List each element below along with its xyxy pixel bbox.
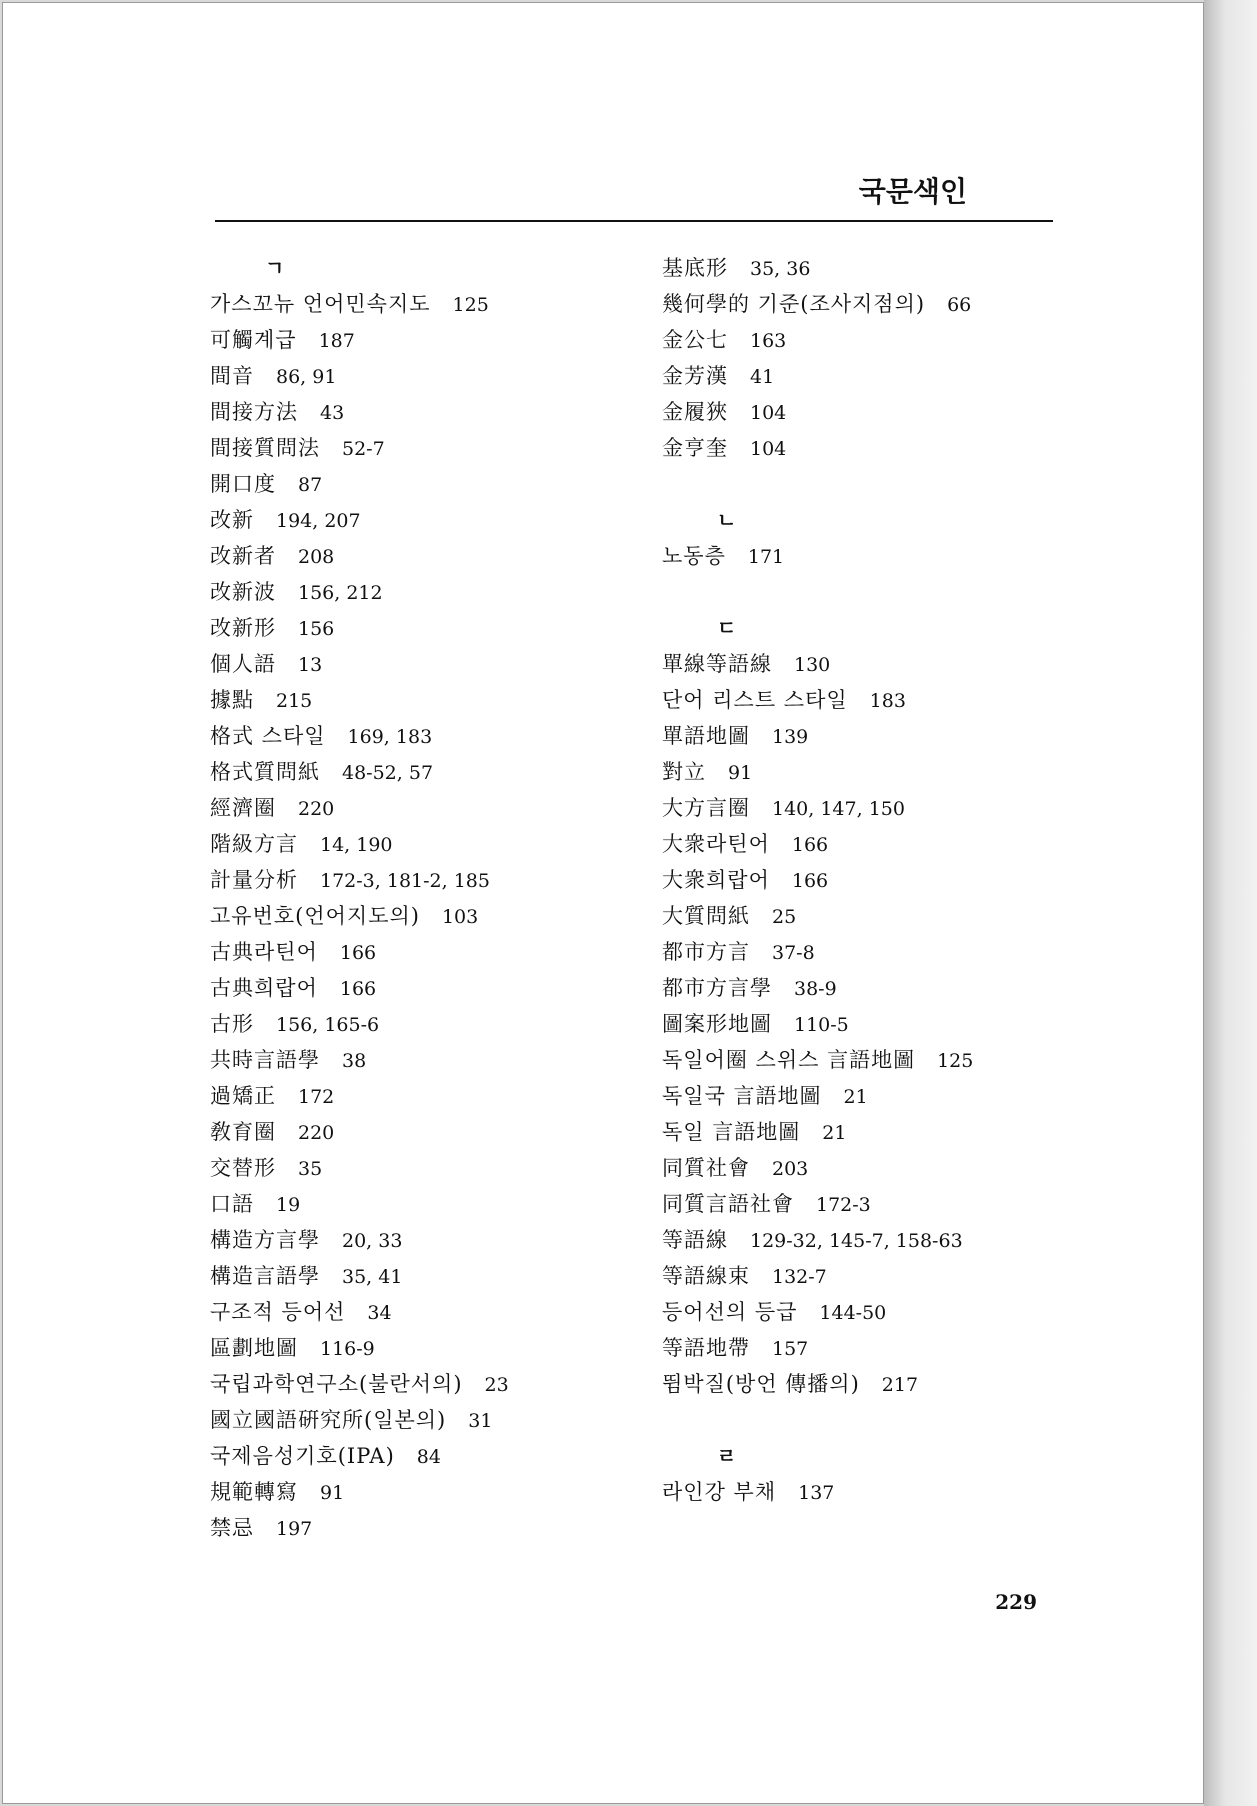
index-term: 단어 리스트 스타일 [662,688,848,712]
index-entry [662,250,1102,286]
index-entry [662,682,1102,718]
index-page-refs: 169, 183 [347,726,433,748]
index-entry [662,718,1102,754]
index-entry [662,1366,1102,1402]
index-page-refs: 157 [772,1338,809,1360]
index-entry [662,898,1102,934]
index-page-refs: 38-9 [794,978,837,1000]
index-page-refs: 220 [298,798,335,820]
index-page-refs: 156, 212 [298,582,383,604]
index-term: 독일어圈 스위스 言語地圖 [662,1048,916,1072]
index-term: 格式質問紙 [210,760,320,784]
index-entry [210,1330,630,1366]
index-term: 口語 [210,1192,254,1216]
index-term: 국제음성기호(IPA) [210,1444,395,1468]
index-page-refs: 172-3 [816,1194,871,1216]
section-heading: ㄴ [717,508,737,532]
index-term: 共時言語學 [210,1048,320,1072]
index-term: 個人語 [210,652,276,676]
index-entry [210,322,630,358]
section-gap [662,1402,1102,1438]
index-page-refs: 156, 165-6 [276,1014,380,1036]
index-entry [210,1474,630,1510]
index-term: 間接質問法 [210,436,320,460]
index-term: 大衆라틴어 [662,832,770,856]
index-entry [662,1042,1102,1078]
index-term: 單語地圖 [662,724,750,748]
index-page-refs: 166 [339,942,377,964]
index-term: 等語地帶 [662,1336,750,1360]
index-page-refs: 215 [276,690,313,712]
index-entry [210,826,630,862]
index-entry [210,1042,630,1078]
index-page-refs: 166 [791,834,829,856]
index-page-refs: 86, 91 [276,366,337,388]
page-number: 229 [995,1590,1037,1614]
index-page-refs: 140, 147, 150 [772,798,905,820]
index-page-refs: 37-8 [772,942,815,964]
index-entry [662,1474,1102,1510]
index-entry [210,1078,630,1114]
index-page-refs: 31 [468,1410,493,1432]
index-entry [662,790,1102,826]
index-entry [210,862,630,898]
index-page-refs: 34 [367,1302,392,1324]
section-heading: ㄱ [265,256,285,280]
index-page-refs: 35 [298,1158,323,1180]
index-page-refs: 20, 33 [342,1230,403,1252]
index-entry [662,538,1102,574]
index-term: 階級方言 [210,832,298,856]
index-term: 等語線 [662,1228,728,1252]
index-page-refs: 25 [772,906,797,928]
index-page-refs: 35, 36 [750,258,811,280]
index-term: 構造方言學 [210,1228,320,1252]
index-page-refs: 172-3, 181-2, 185 [320,870,490,892]
index-entry [210,718,630,754]
index-term: 改新波 [210,580,276,604]
section-heading: ㄹ [717,1444,737,1468]
index-entry [662,646,1102,682]
index-entry [662,934,1102,970]
index-entry [210,610,630,646]
index-column-right [662,250,1102,1510]
index-entry [210,430,630,466]
index-term: 金亨奎 [662,436,728,460]
index-entry [210,1510,630,1546]
index-term: 規範轉寫 [210,1480,298,1504]
index-page-refs: 21 [822,1122,847,1144]
index-page-refs: 48-52, 57 [342,762,434,784]
index-entry [210,1150,630,1186]
index-entry [662,1114,1102,1150]
index-term: 圖案形地圖 [662,1012,772,1036]
index-term: 改新形 [210,616,276,640]
index-entry [662,394,1102,430]
index-entry [662,1258,1102,1294]
index-page-refs: 217 [881,1374,919,1396]
index-term: 構造言語學 [210,1264,320,1288]
section-gap [662,574,1102,610]
index-page-refs: 41 [750,366,775,388]
index-page-refs: 187 [318,330,355,352]
index-term: 間音 [210,364,254,388]
index-term: 同質言語社會 [662,1192,794,1216]
index-entry [662,826,1102,862]
index-page-refs: 91 [320,1482,345,1504]
viewer-margin [1204,0,1257,1806]
index-term: 對立 [662,760,706,784]
index-page-refs: 52-7 [342,438,385,460]
index-entry [662,1294,1102,1330]
index-entry [662,1330,1102,1366]
index-page-refs: 166 [339,978,377,1000]
index-entry [210,286,630,322]
index-term: 가스꼬뉴 언어민속지도 [210,292,431,316]
index-entry [662,322,1102,358]
index-term: 幾何學的 기준(조사지점의) [662,292,926,316]
index-term: 區劃地圖 [210,1336,298,1360]
index-entry [210,1438,630,1474]
section-gap [662,466,1102,502]
index-page-refs: 87 [298,474,323,496]
index-entry [210,754,630,790]
index-term: 노동층 [662,544,726,568]
index-entry [662,1078,1102,1114]
index-term: 都市方言學 [662,976,772,1000]
index-entry [210,394,630,430]
index-entry [210,1222,630,1258]
index-entry [210,1186,630,1222]
index-page-refs: 19 [276,1194,301,1216]
index-entry [210,790,630,826]
index-term: 大衆희랍어 [662,868,770,892]
index-entry [210,502,630,538]
index-entry [662,1222,1102,1258]
index-term: 等語線束 [662,1264,750,1288]
index-term: 독일 言語地圖 [662,1120,801,1144]
index-term: 등어선의 등급 [662,1300,798,1324]
index-term: 라인강 부채 [662,1480,777,1504]
index-entry [662,358,1102,394]
index-page-refs: 43 [320,402,345,424]
index-term: 同質社會 [662,1156,750,1180]
index-term: 改新者 [210,544,276,568]
header-rule [215,220,1053,222]
index-entry [210,1402,630,1438]
index-entry [210,682,630,718]
index-page-refs: 171 [747,546,785,568]
index-page-refs: 166 [791,870,829,892]
index-page-refs: 137 [798,1482,835,1504]
index-term: 金芳漢 [662,364,728,388]
index-term: 古典희랍어 [210,976,318,1000]
index-entry [210,1114,630,1150]
index-entry [662,430,1102,466]
index-term: 經濟圈 [210,796,276,820]
index-term: 過矯正 [210,1084,276,1108]
index-page-refs: 110-5 [794,1014,849,1036]
index-entry [210,1294,630,1330]
index-page-refs: 38 [342,1050,367,1072]
index-page-refs: 104 [750,438,787,460]
index-entry [210,1258,630,1294]
index-term: 古典라틴어 [210,940,318,964]
index-entry [210,538,630,574]
index-term: 고유번호(언어지도의) [210,904,420,928]
index-page-refs: 84 [416,1446,441,1468]
index-page-refs: 103 [441,906,479,928]
index-term: 都市方言 [662,940,750,964]
index-page-refs: 125 [937,1050,974,1072]
index-entry [662,862,1102,898]
index-page-refs: 220 [298,1122,335,1144]
index-page-refs: 66 [947,294,972,316]
index-page-refs: 21 [843,1086,868,1108]
index-entry [210,898,630,934]
index-page-refs: 139 [772,726,809,748]
index-entry [662,1186,1102,1222]
index-page-refs: 91 [728,762,753,784]
index-term: 格式 스타일 [210,724,326,748]
index-term: 間接方法 [210,400,298,424]
index-entry [210,970,630,1006]
index-page-refs: 172 [298,1086,335,1108]
index-term: 敎育圈 [210,1120,276,1144]
index-column-left [210,250,630,1546]
index-entry [210,1006,630,1042]
index-page-refs: 104 [750,402,787,424]
index-entry [662,754,1102,790]
index-page-refs: 125 [452,294,489,316]
index-entry [662,1006,1102,1042]
index-term: 金履狹 [662,400,728,424]
index-term: 計量分析 [210,868,298,892]
index-entry [662,970,1102,1006]
index-page-refs: 183 [869,690,906,712]
index-page-refs: 132-7 [772,1266,827,1288]
index-term: 單線等語線 [662,652,772,676]
index-term: 可觸계급 [210,328,297,352]
index-entry [210,358,630,394]
index-page-refs: 23 [484,1374,509,1396]
index-page-refs: 130 [794,654,831,676]
index-term: 國立國語硏究所(일본의) [210,1408,447,1432]
index-entry [210,934,630,970]
index-term: 독일국 言語地圖 [662,1084,822,1108]
index-page-refs: 116-9 [320,1338,375,1360]
index-term: 基底形 [662,256,728,280]
index-page-refs: 129-32, 145-7, 158-63 [750,1230,963,1252]
index-page-refs: 13 [298,654,323,676]
index-page-refs: 197 [276,1518,313,1540]
index-entry [210,574,630,610]
index-term: 交替形 [210,1156,276,1180]
index-page-refs: 203 [772,1158,809,1180]
index-term: 大質問紙 [662,904,750,928]
index-page-refs: 163 [750,330,787,352]
index-entry [210,1366,630,1402]
index-entry [662,286,1102,322]
index-term: 뜀박질(방언 傳播의) [662,1372,860,1396]
index-term: 據點 [210,688,254,712]
index-page-refs: 144-50 [819,1302,887,1324]
index-title: 국문색인 [858,175,967,208]
index-term: 開口度 [210,472,276,496]
index-entry [662,1150,1102,1186]
index-entry [210,646,630,682]
index-page-refs: 35, 41 [342,1266,403,1288]
index-term: 金公七 [662,328,728,352]
index-term: 구조적 등어선 [210,1300,346,1324]
index-term: 古形 [210,1012,254,1036]
index-term: 改新 [210,508,254,532]
index-entry [210,466,630,502]
index-page-refs: 14, 190 [320,834,393,856]
index-page-refs: 208 [298,546,335,568]
index-page-refs: 194, 207 [276,510,361,532]
index-term: 국립과학연구소(불란서의) [210,1372,463,1396]
section-heading: ㄷ [717,616,737,640]
index-term: 大方言圈 [662,796,750,820]
index-page-refs: 156 [298,618,335,640]
index-term: 禁忌 [210,1516,254,1540]
